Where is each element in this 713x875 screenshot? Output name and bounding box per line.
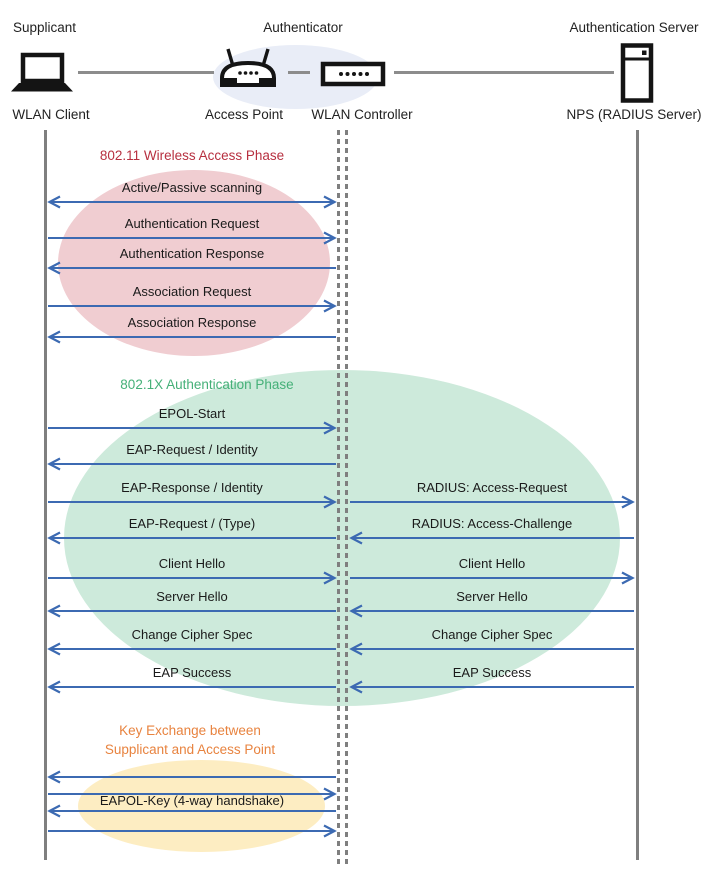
device-label-wlan-client: WLAN Client bbox=[12, 107, 90, 122]
phase1-ellipse bbox=[58, 170, 330, 356]
role-label-supplicant: Supplicant bbox=[13, 20, 77, 35]
message-label: Authentication Request bbox=[124, 216, 260, 231]
role-label-authenticator: Authenticator bbox=[263, 20, 343, 35]
message-label: Server Hello bbox=[456, 589, 528, 604]
access-point-icon bbox=[216, 46, 280, 95]
connector-controller-server bbox=[394, 71, 614, 74]
phase3-title-line1: Key Exchange between bbox=[119, 723, 261, 738]
wlan-controller-icon bbox=[320, 61, 386, 92]
lifeline-wlan-controller-right bbox=[345, 130, 348, 868]
phase3-title bbox=[40, 721, 340, 759]
message-label: Authentication Response bbox=[119, 246, 265, 261]
message-label: EAP-Response / Identity bbox=[121, 480, 263, 495]
message-label: Change Cipher Spec bbox=[131, 627, 253, 642]
message-label: Server Hello bbox=[156, 589, 228, 604]
message-label: EAP-Request / (Type) bbox=[128, 516, 256, 531]
phase2-title: 802.1X Authentication Phase bbox=[120, 377, 294, 392]
message-label: EPOL-Start bbox=[158, 406, 226, 421]
connector-client-ap bbox=[78, 71, 214, 74]
phase3-title-line2: Supplicant and Access Point bbox=[104, 742, 276, 757]
device-label-wlan-controller: WLAN Controller bbox=[311, 107, 413, 122]
message-label: Association Request bbox=[132, 284, 252, 299]
message-label: Client Hello bbox=[458, 556, 526, 571]
server-icon bbox=[620, 43, 654, 108]
phase3-ellipse bbox=[78, 760, 325, 852]
message-label: Association Response bbox=[127, 315, 257, 330]
lifeline-nps-server bbox=[636, 130, 639, 860]
message-label: EAP Success bbox=[452, 665, 532, 680]
message-label: Active/Passive scanning bbox=[121, 180, 263, 195]
device-label-access-point: Access Point bbox=[204, 107, 284, 122]
message-label: EAPOL-Key (4-way handshake) bbox=[99, 793, 285, 808]
phase2-ellipse bbox=[64, 370, 620, 706]
connector-ap-controller bbox=[288, 71, 310, 74]
laptop-icon bbox=[10, 52, 74, 99]
device-label-nps-radius-server: NPS (RADIUS Server) bbox=[566, 107, 702, 122]
phase1-title: 802.11 Wireless Access Phase bbox=[99, 148, 285, 163]
message-label: RADIUS: Access-Challenge bbox=[411, 516, 573, 531]
message-label: Client Hello bbox=[158, 556, 226, 571]
message-label: RADIUS: Access-Request bbox=[416, 480, 568, 495]
message-label: Change Cipher Spec bbox=[431, 627, 553, 642]
message-label: EAP Success bbox=[152, 665, 232, 680]
role-label-authentication-server: Authentication Server bbox=[569, 20, 699, 35]
message-label: EAP-Request / Identity bbox=[126, 442, 258, 457]
